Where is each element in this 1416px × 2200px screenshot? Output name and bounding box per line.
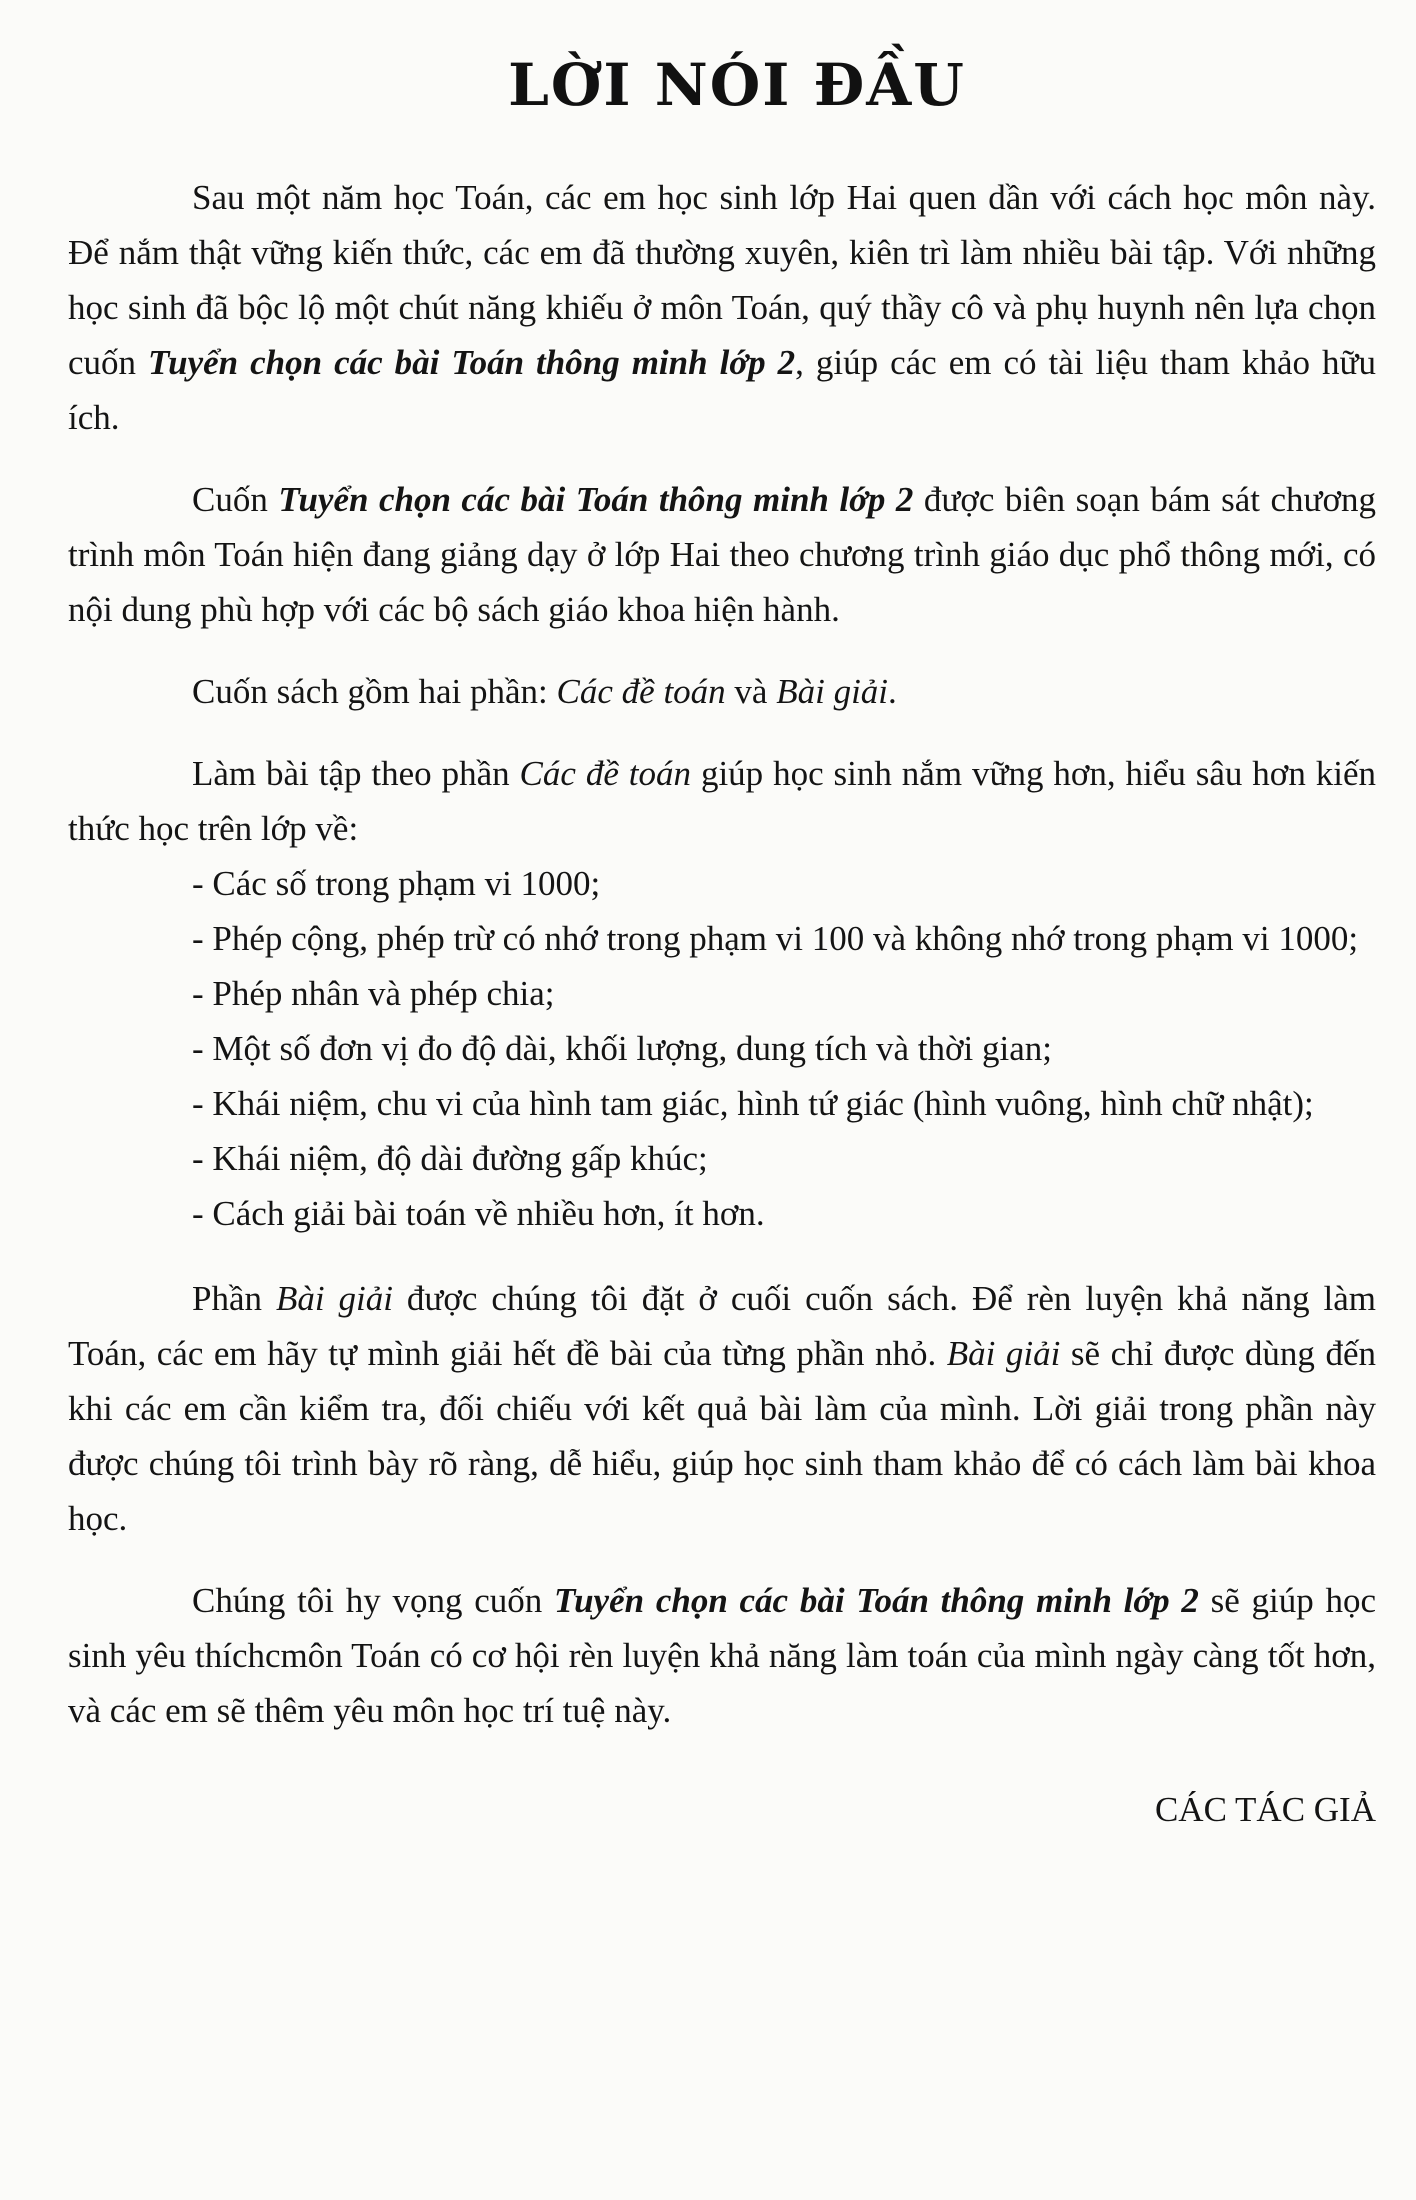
paragraph-text: Chúng tôi hy vọng cuốn	[192, 1581, 554, 1620]
paragraph-text: sẽ giúp học sinh yêu thíchcmôn Toán có cơ hội rèn luyện khả năng làm toán của mình ngày càng tốt hơn, và các em sẽ thêm yêu môn học trí tuệ này.	[68, 1581, 1377, 1730]
paragraph-exercises	[68, 746, 1376, 856]
paragraph-text: giúp học sinh nắm vững hơn, hiểu sâu hơn kiến thức học trên lớp về:	[68, 754, 1376, 848]
page-title: LỜI NÓI ĐẦU	[508, 51, 966, 119]
paragraph-text: .	[888, 672, 897, 711]
paragraph-structure	[68, 664, 1376, 719]
paragraph-text: Làm bài tập theo phần	[192, 754, 520, 793]
paragraph-text: Phần	[192, 1279, 276, 1318]
paragraph-text: được biên soạn bám sát chương trình môn Toán hiện đang giảng dạy ở lớp Hai theo chương trình giáo dục phổ thông mới, có nội dung phù hợp với các bộ sách giáo khoa hiện hành.	[68, 480, 1377, 629]
paragraph-closing	[68, 1573, 1376, 1738]
book-title-emphasis: Tuyển chọn các bài Toán thông minh lớp 2	[278, 480, 914, 519]
list-item: - Khái niệm, độ dài đường gấp khúc;	[192, 1139, 708, 1178]
paragraph-text: Sau một năm học Toán, các em học sinh lớp Hai quen dần với cách học môn này. Để nắm thật vững kiến thức, các em đã thường xuyên, kiên trì làm nhiều bài tập. Với những học sinh đã bộc lộ một chút năng khiếu ở môn Toán, quý thầy cô và phụ huynh nên lựa chọn cuốn	[68, 178, 1376, 382]
list-item: - Một số đơn vị đo độ dài, khối lượng, dung tích và thời gian;	[192, 1029, 1052, 1068]
paragraph-text: Cuốn sách gồm hai phần:	[192, 672, 557, 711]
list-item: - Cách giải bài toán về nhiều hơn, ít hơn.	[192, 1194, 765, 1233]
book-title-emphasis: Tuyển chọn các bài Toán thông minh lớp 2	[554, 1581, 1199, 1620]
section-name-emphasis: Bài giải	[776, 672, 889, 711]
paragraph-text: , giúp các em có tài liệu tham khảo hữu ích.	[68, 343, 1376, 437]
section-name-emphasis: Bài giải	[275, 1279, 393, 1318]
section-name-emphasis: Các đề toán	[556, 672, 726, 711]
list-item: - Phép nhân và phép chia;	[192, 974, 555, 1013]
topic-list	[68, 856, 1376, 1241]
paragraph-text: được chúng tôi đặt ở cuối cuốn sách. Để rèn luyện khả năng làm Toán, các em hãy tự mình giải hết đề bài của từng phần nhỏ.	[68, 1279, 1376, 1373]
paragraph-text: và	[725, 672, 777, 711]
list-item: - Phép cộng, phép trừ có nhớ trong phạm vi 100 và không nhớ trong phạm vi 1000;	[192, 919, 1359, 958]
paragraph-text: sẽ chỉ được dùng đến khi các em cần kiểm tra, đối chiếu với kết quả bài làm của mình. Lời giải trong phần này được chúng tôi trình bày rõ ràng, dễ hiểu, giúp học sinh tham khảo để có cách làm bài khoa học.	[68, 1334, 1376, 1538]
list-item: - Khái niệm, chu vi của hình tam giác, hình tứ giác (hình vuông, hình chữ nhật);	[192, 1084, 1314, 1123]
paragraph-scope	[68, 472, 1376, 637]
authors-signature: CÁC TÁC GIẢ	[1154, 1790, 1376, 1829]
preface-body	[68, 170, 1376, 1738]
book-title-emphasis: Tuyển chọn các bài Toán thông minh lớp 2	[148, 343, 796, 382]
section-name-emphasis: Các đề toán	[519, 754, 692, 793]
section-name-emphasis: Bài giải	[946, 1334, 1061, 1373]
paragraph-text: Cuốn	[192, 480, 279, 519]
paragraph-solutions	[68, 1271, 1376, 1546]
list-item: - Các số trong phạm vi 1000;	[192, 864, 601, 903]
paragraph-intro	[68, 170, 1376, 445]
